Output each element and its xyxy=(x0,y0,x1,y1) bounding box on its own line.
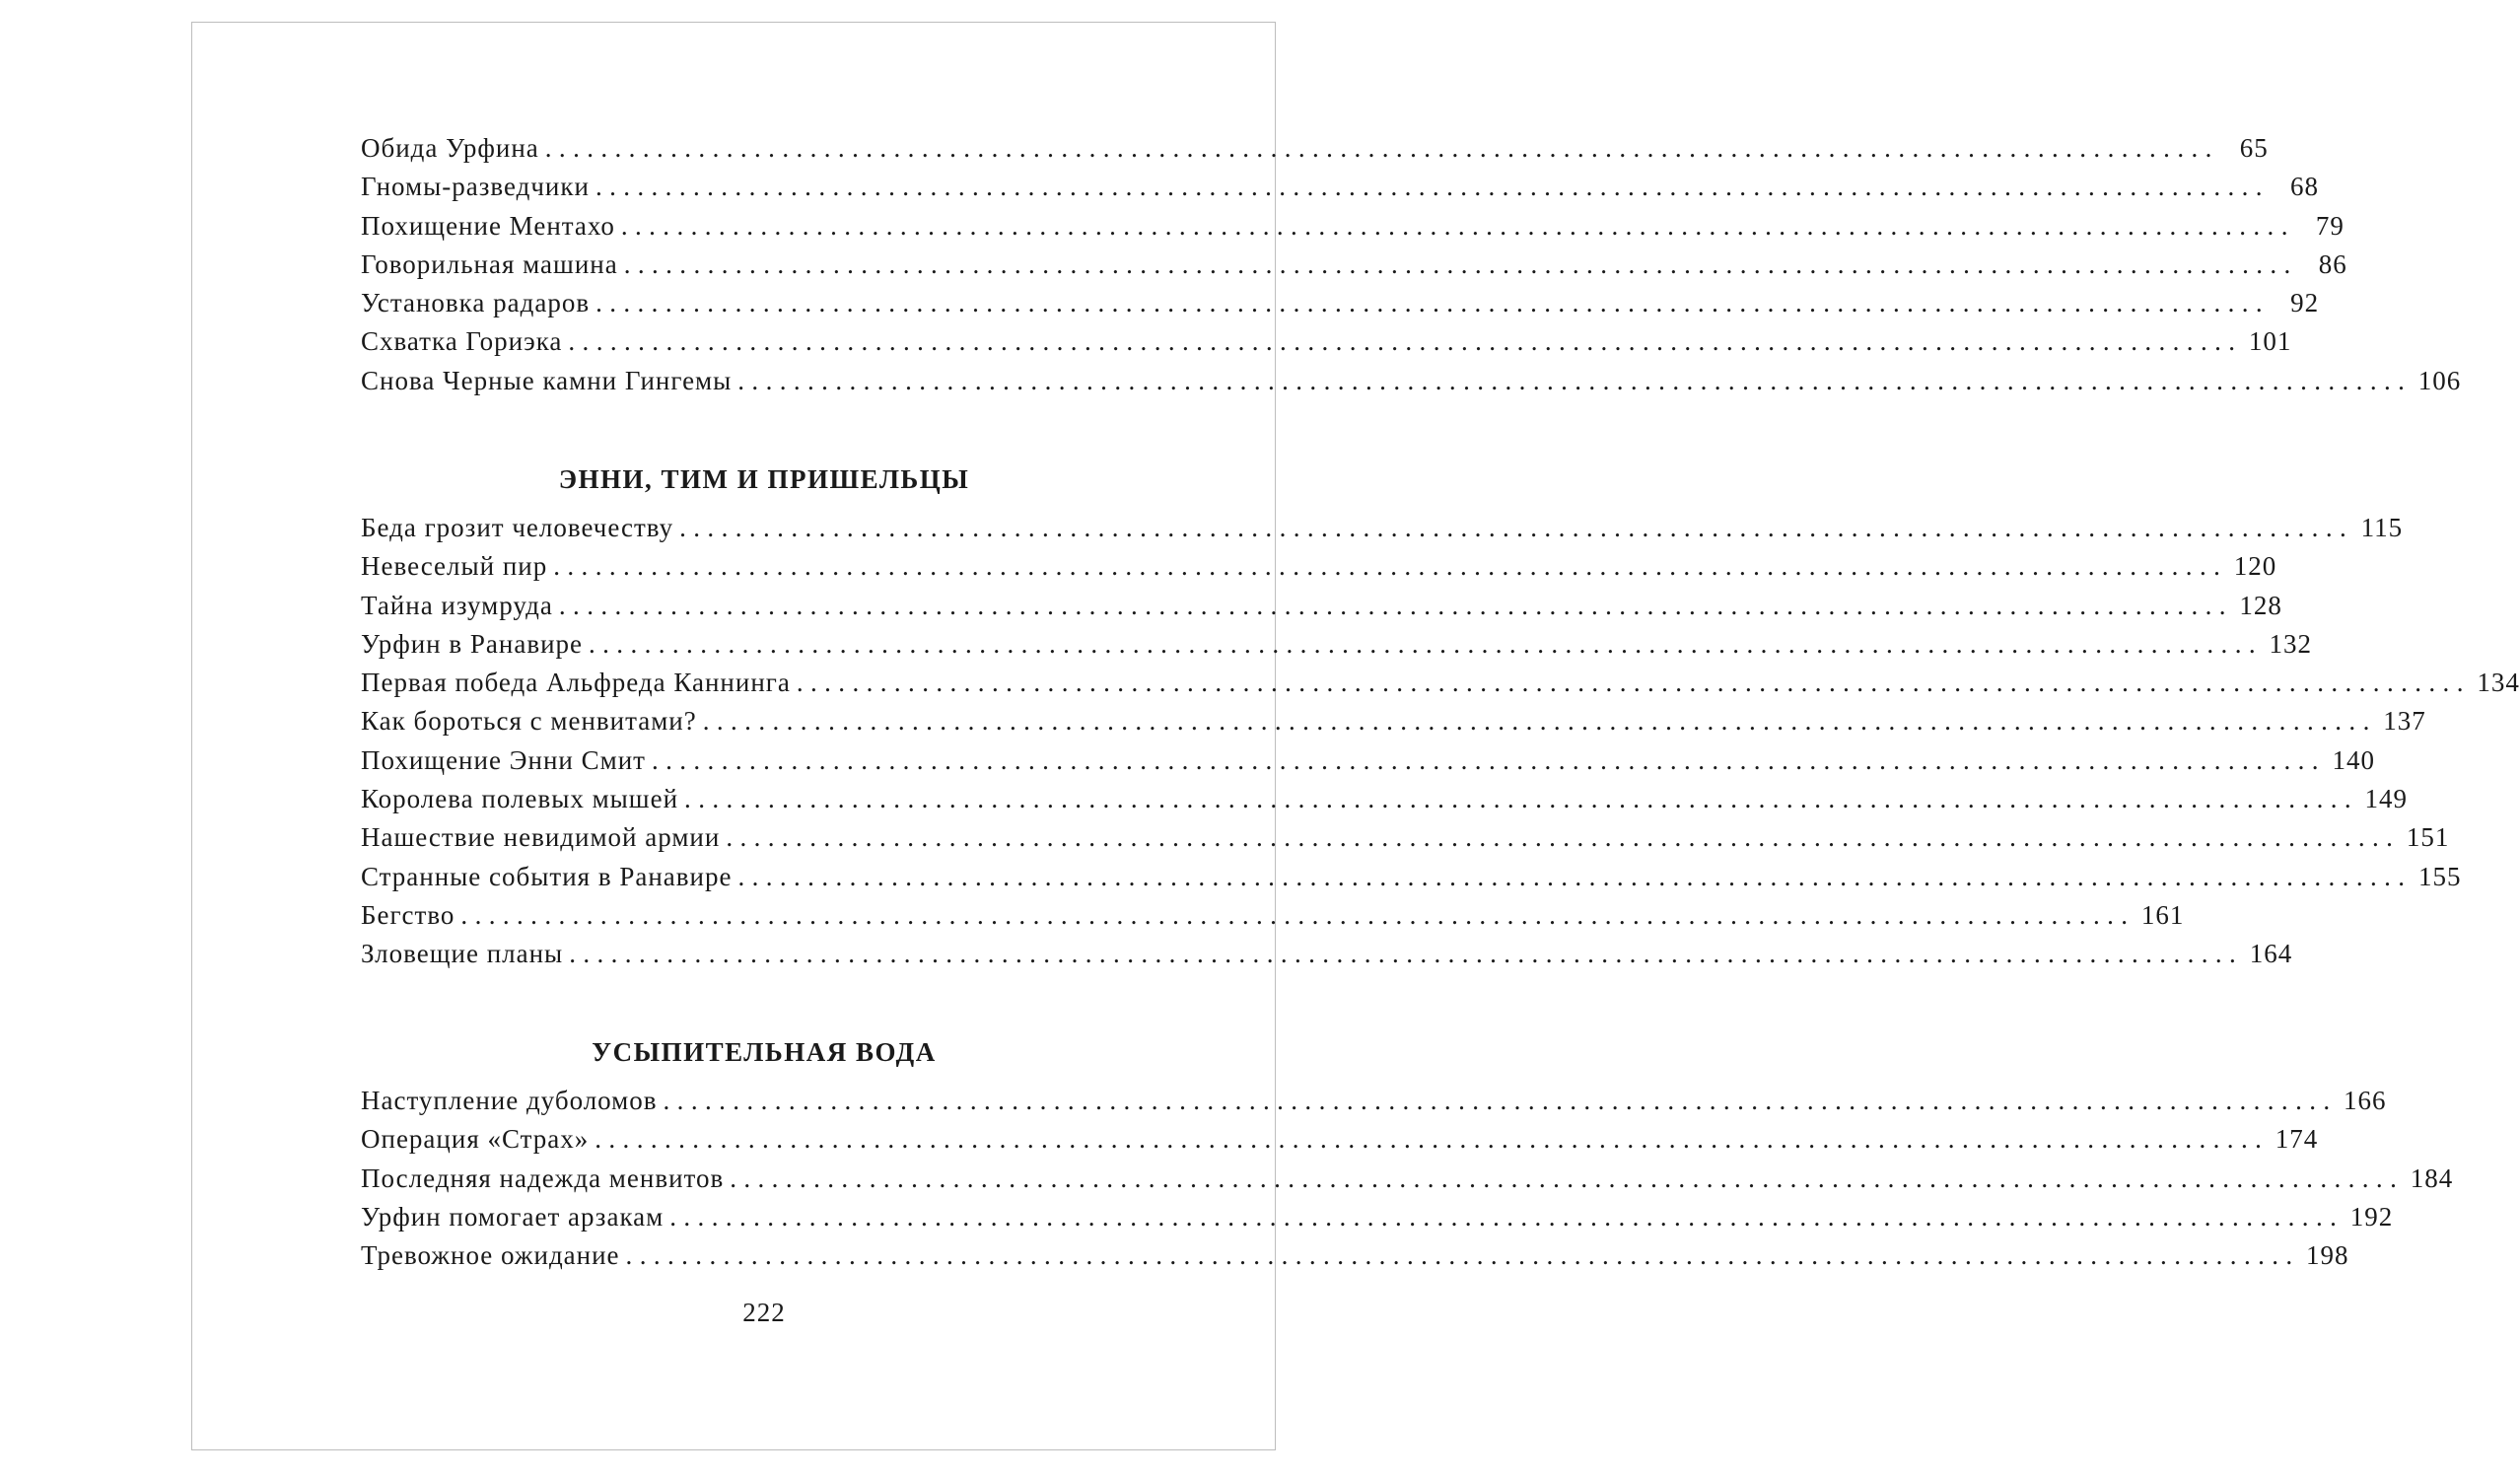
dot-leader: ........................................................................................................................ xyxy=(595,172,2270,202)
toc-entry-page: 86 xyxy=(2318,248,2347,279)
toc-entry xyxy=(361,326,2292,365)
toc-entry-page: 137 xyxy=(2383,706,2426,737)
dot-leader: ........................................................................................................................ xyxy=(684,784,2359,814)
dot-leader: ........................................................................................................................ xyxy=(625,1240,2300,1271)
toc-entry-title: Первая победа Альфреда Каннинга xyxy=(361,668,791,698)
toc-entry-page: 149 xyxy=(2364,784,2409,814)
toc-entry-title: Странные события в Ранавире xyxy=(361,861,733,891)
toc-entry-title: Обида Урфина xyxy=(361,133,539,163)
dot-leader: ........................................................................................................................ xyxy=(568,326,2243,357)
toc-entry xyxy=(361,133,2269,172)
toc-entry xyxy=(361,210,2345,249)
dot-leader: ........................................................................................................................ xyxy=(595,1124,2270,1155)
toc-entry-page: 101 xyxy=(2248,326,2292,357)
toc-entry-page: 132 xyxy=(2269,628,2312,659)
toc-entry xyxy=(361,899,2185,939)
toc-entry-page: 164 xyxy=(2249,939,2293,969)
toc-entry-page: 106 xyxy=(2417,365,2462,395)
toc-entry-page: 128 xyxy=(2239,590,2282,620)
dot-leader: ........................................................................................................................ xyxy=(623,248,2298,279)
toc-section-2 xyxy=(361,513,2520,978)
toc-entry xyxy=(361,1124,2319,1162)
toc-entry xyxy=(361,628,2312,668)
toc-entry-title: Урфин помогает арзакам xyxy=(361,1201,665,1232)
toc-entry xyxy=(361,172,2319,210)
toc-entry-title: Похищение Энни Смит xyxy=(361,744,646,775)
toc-entry-title: Нашествие невидимой армии xyxy=(361,822,721,853)
toc-entry-page: 184 xyxy=(2410,1162,2454,1193)
toc-entry-title: Говорильная машина xyxy=(361,248,618,279)
dot-leader: ........................................................................................................................ xyxy=(702,706,2377,737)
toc-entry-page: 155 xyxy=(2417,861,2462,891)
toc-entry-title: Последняя надежда менвитов xyxy=(361,1162,725,1193)
toc-entry-title: Урфин в Ранавире xyxy=(361,628,583,659)
toc-entry xyxy=(361,1086,2387,1124)
toc-entry-title: Королева полевых мышей xyxy=(361,784,679,814)
toc-entry xyxy=(361,248,2347,288)
dot-leader: ........................................................................................................................ xyxy=(796,668,2471,698)
toc-entry xyxy=(361,706,2426,744)
toc-entry-page: 115 xyxy=(2360,513,2404,542)
toc-entry-title: Операция «Страх» xyxy=(361,1124,590,1155)
toc-entry-page: 68 xyxy=(2289,172,2319,202)
toc-entry-page: 198 xyxy=(2306,1240,2349,1271)
dot-leader: ........................................................................................................................ xyxy=(726,822,2401,853)
dot-leader: ........................................................................................................................ xyxy=(553,551,2228,582)
toc-entry xyxy=(361,822,2450,861)
section-heading-3: УСЫПИТЕЛЬНАЯ ВОДА xyxy=(592,1037,937,1067)
toc-section-1 xyxy=(361,133,2462,404)
dot-leader: ........................................................................................................................ xyxy=(544,133,2219,163)
toc-entry-page: 166 xyxy=(2344,1086,2387,1115)
toc-entry-page: 79 xyxy=(2315,210,2345,241)
toc-entry-title: Зловещие планы xyxy=(361,939,564,969)
toc-entry-title: Тревожное ожидание xyxy=(361,1240,620,1271)
dot-leader: ........................................................................................................................ xyxy=(460,899,2135,930)
toc-entry xyxy=(361,784,2409,822)
dot-leader: ........................................................................................................................ xyxy=(558,590,2233,620)
toc-entry-page: 92 xyxy=(2290,288,2320,318)
dot-leader: ........................................................................................................................ xyxy=(737,365,2413,395)
dot-leader: ........................................................................................................................ xyxy=(620,210,2295,241)
toc-entry xyxy=(361,288,2320,326)
dot-leader: ........................................................................................................................ xyxy=(589,628,2263,659)
section-heading-2: ЭННИ, ТИМ И ПРИШЕЛЬЦЫ xyxy=(558,464,970,494)
toc-entry xyxy=(361,590,2282,629)
dot-leader: ........................................................................................................................ xyxy=(679,513,2354,542)
dot-leader: ........................................................................................................................ xyxy=(737,861,2413,891)
toc-entry xyxy=(361,551,2277,590)
toc-entry-page: 120 xyxy=(2233,551,2277,582)
toc-entry xyxy=(361,513,2404,551)
toc-entry-title: Невеселый пир xyxy=(361,551,548,582)
toc-entry xyxy=(361,861,2462,900)
toc-section-3 xyxy=(361,1086,2454,1279)
toc-entry xyxy=(361,939,2293,977)
toc-entry-title: Установка радаров xyxy=(361,288,591,318)
toc-entry-title: Похищение Ментахо xyxy=(361,210,615,241)
toc-entry-title: Как бороться с менвитами? xyxy=(361,706,697,737)
dot-leader: ........................................................................................................................ xyxy=(669,1201,2345,1232)
toc-entry-title: Схватка Гориэка xyxy=(361,326,563,357)
toc-entry-title: Снова Черные камни Гингемы xyxy=(361,365,733,395)
dot-leader: ........................................................................................................................ xyxy=(730,1162,2405,1193)
toc-entry xyxy=(361,1162,2454,1202)
toc-entry xyxy=(361,1240,2349,1279)
toc-entry-page: 174 xyxy=(2275,1124,2319,1155)
toc-entry xyxy=(361,744,2375,784)
toc-entry-title: Беда грозит человечеству xyxy=(361,513,674,542)
dot-leader: ........................................................................................................................ xyxy=(595,288,2271,318)
toc-entry-page: 134 xyxy=(2477,668,2520,698)
page-number: 222 xyxy=(742,1298,786,1327)
toc-entry-page: 161 xyxy=(2140,899,2185,930)
dot-leader: ........................................................................................................................ xyxy=(663,1086,2338,1115)
toc-entry xyxy=(361,668,2520,706)
dot-leader: ........................................................................................................................ xyxy=(651,744,2326,775)
toc-entry-title: Бегство xyxy=(361,899,455,930)
toc-entry-page: 151 xyxy=(2406,822,2450,853)
toc-entry-page: 192 xyxy=(2349,1201,2394,1232)
toc-entry-page: 140 xyxy=(2332,744,2375,775)
toc-entry-page: 65 xyxy=(2239,133,2269,163)
toc-entry xyxy=(361,1201,2394,1240)
toc-entry xyxy=(361,365,2462,404)
toc-entry-title: Наступление дуболомов xyxy=(361,1086,658,1115)
toc-entry-title: Гномы-разведчики xyxy=(361,172,590,202)
toc-entry-title: Тайна изумруда xyxy=(361,590,553,620)
dot-leader: ........................................................................................................................ xyxy=(569,939,2244,969)
